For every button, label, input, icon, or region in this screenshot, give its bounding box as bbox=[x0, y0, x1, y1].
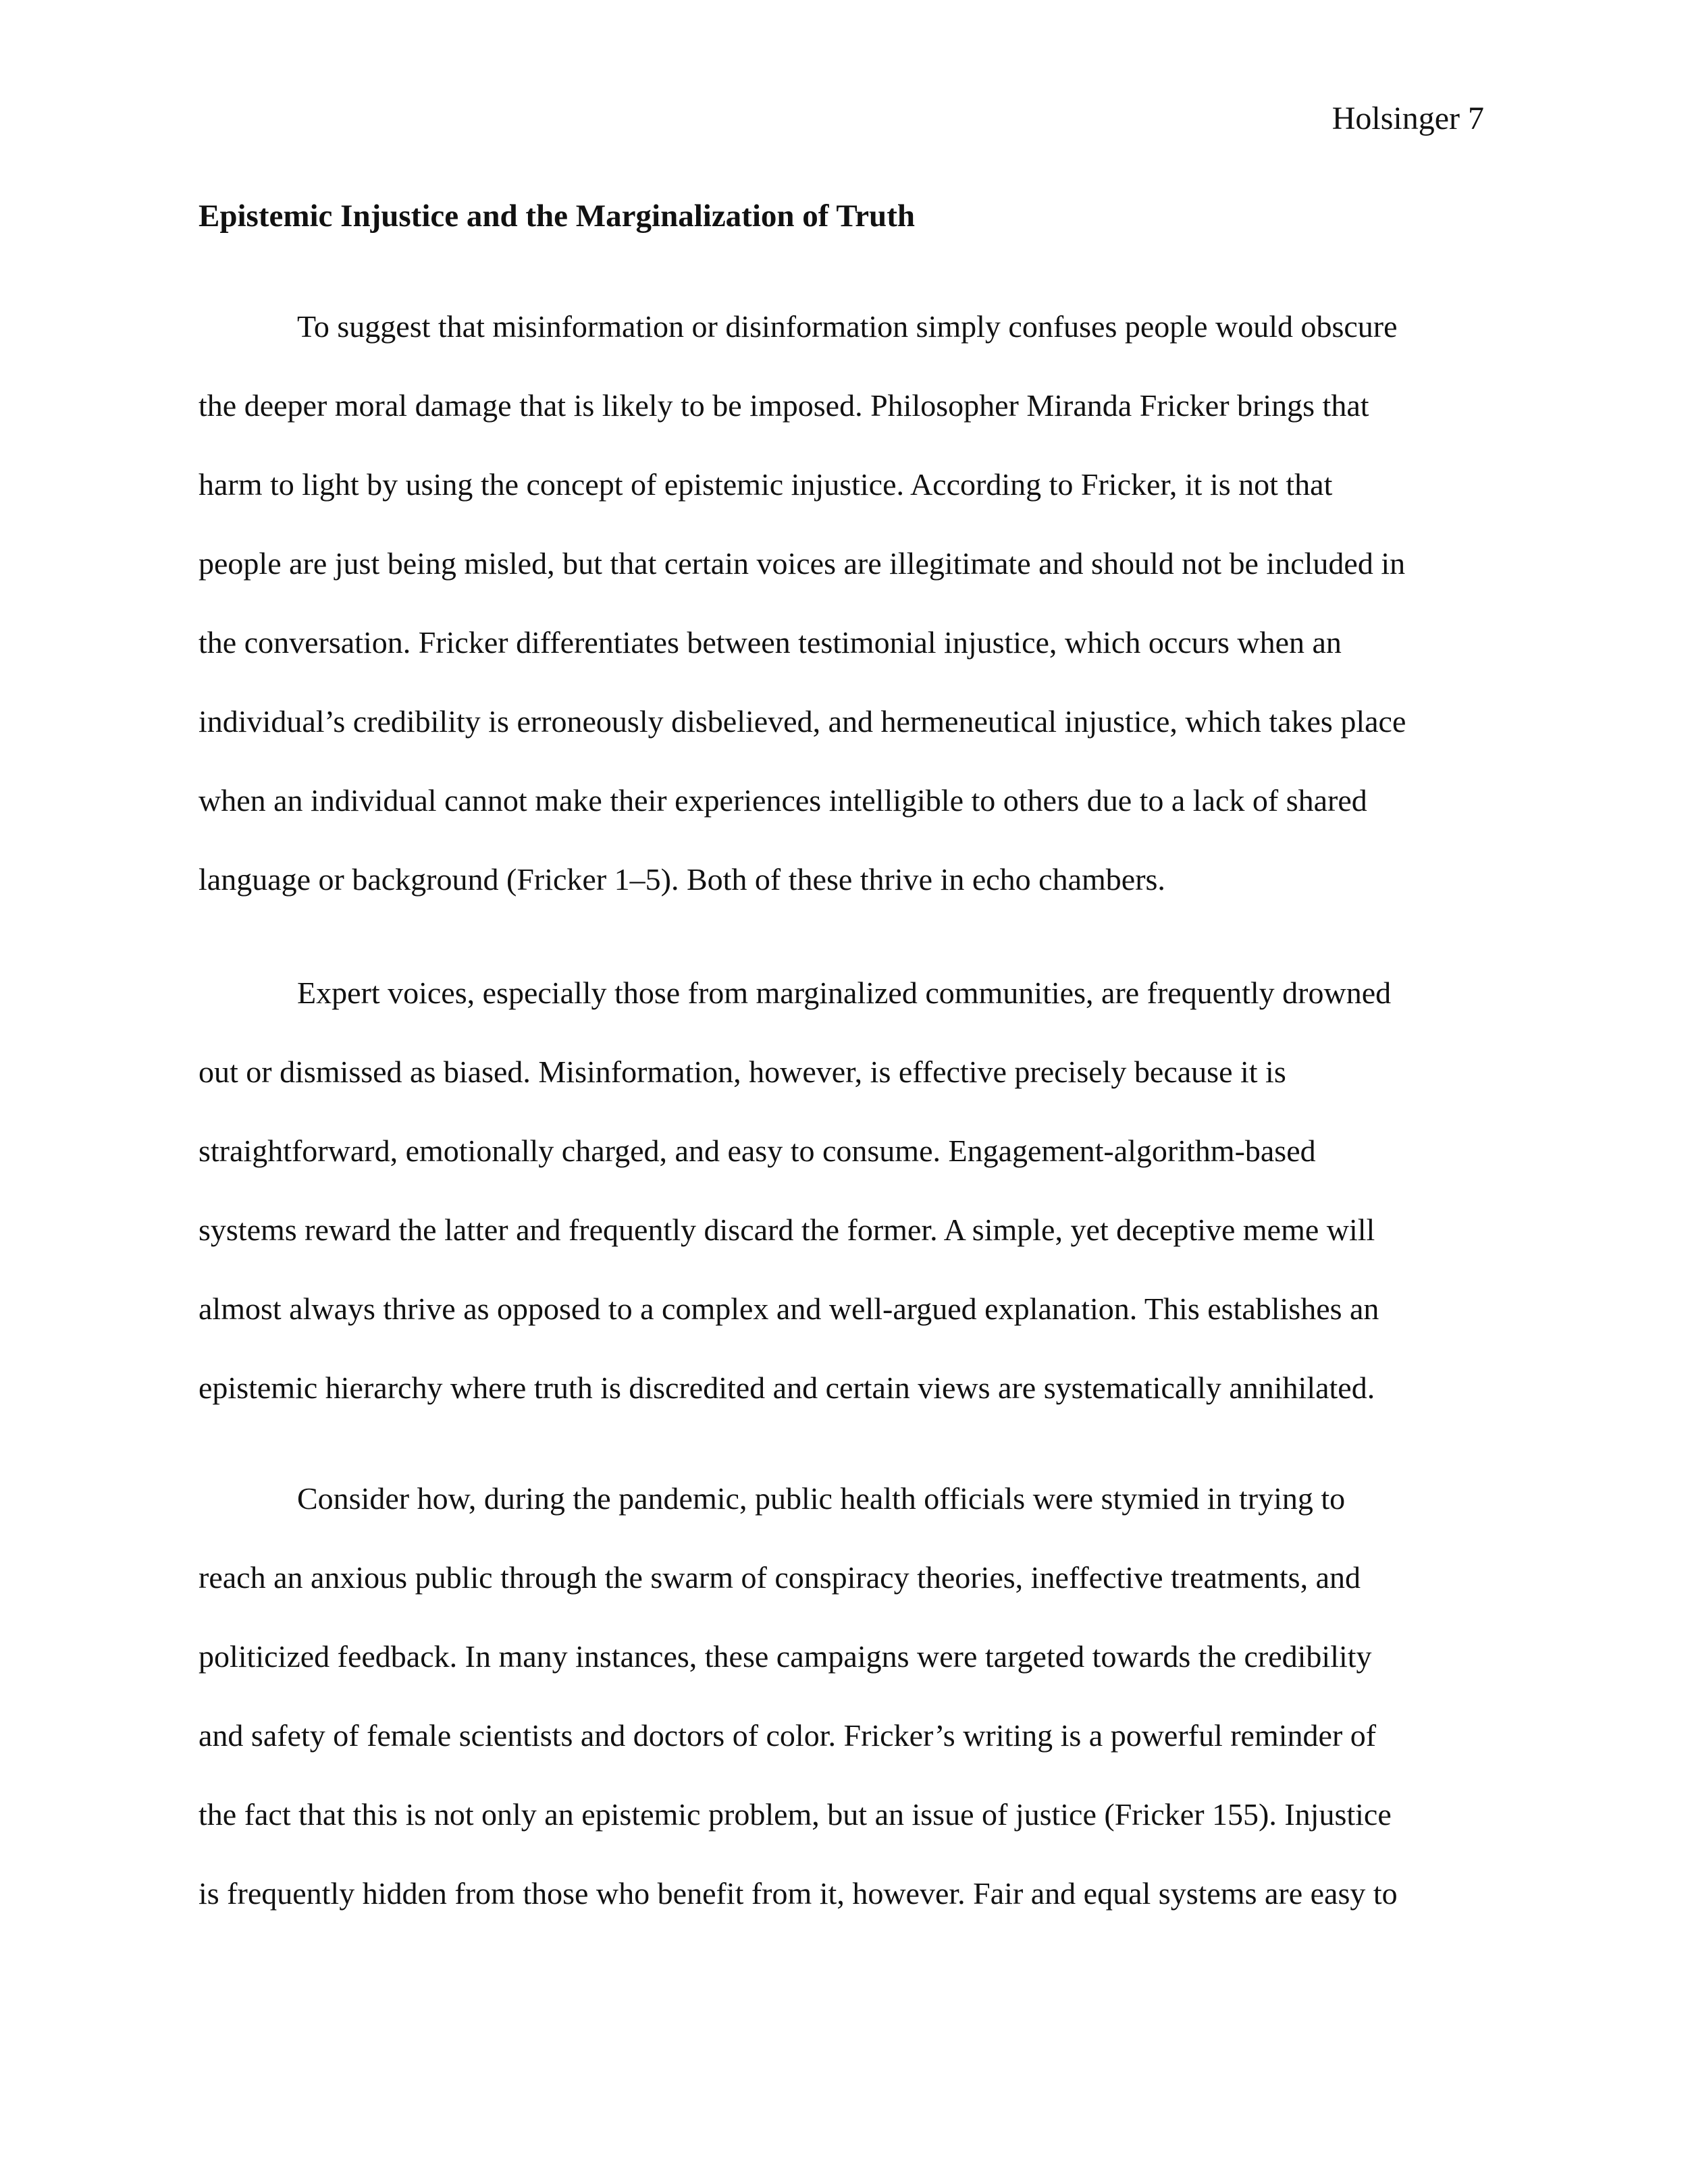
paragraph-line: politicized feedback. In many instances, these campaigns were targeted towards the credibility bbox=[199, 1639, 1372, 1674]
paragraph-line: and safety of female scientists and doctors of color. Fricker’s writing is a powerful reminder of bbox=[199, 1718, 1377, 1753]
paragraph-line: individual’s credibility is erroneously disbelieved, and hermeneutical injustice, which takes place bbox=[199, 704, 1406, 739]
paragraph-line: reach an anxious public through the swarm of conspiracy theories, ineffective treatments, and bbox=[199, 1560, 1361, 1595]
paragraph-line: is frequently hidden from those who benefit from it, however. Fair and equal systems are easy to bbox=[199, 1876, 1398, 1911]
paragraph-line: systems reward the latter and frequently discard the former. A simple, yet deceptive meme will bbox=[199, 1213, 1375, 1247]
paragraph-line: harm to light by using the concept of epistemic injustice. According to Fricker, it is not that bbox=[199, 467, 1333, 502]
paragraph-line: Consider how, during the pandemic, public health officials were stymied in trying to bbox=[297, 1481, 1346, 1516]
paragraph-line: To suggest that misinformation or disinformation simply confuses people would obscure bbox=[297, 309, 1398, 344]
paragraph-line: when an individual cannot make their experiences intelligible to others due to a lack of shared bbox=[199, 783, 1367, 818]
paragraph-line: Expert voices, especially those from marginalized communities, are frequently drowned bbox=[297, 976, 1392, 1010]
paragraph-line: straightforward, emotionally charged, and easy to consume. Engagement-algorithm-based bbox=[199, 1134, 1316, 1168]
paragraph-line: people are just being misled, but that certain voices are illegitimate and should not be included in bbox=[199, 546, 1406, 581]
paragraph-line: the fact that this is not only an epistemic problem, but an issue of justice (Fricker 155). Injustice bbox=[199, 1797, 1392, 1832]
section-title: Epistemic Injustice and the Marginalization of Truth bbox=[199, 198, 915, 234]
paragraph-line: out or dismissed as biased. Misinformation, however, is effective precisely because it is bbox=[199, 1055, 1286, 1089]
paragraph-line: epistemic hierarchy where truth is discredited and certain views are systematically annihilated. bbox=[199, 1370, 1375, 1405]
paragraph-line: almost always thrive as opposed to a complex and well-argued explanation. This establishes an bbox=[199, 1291, 1379, 1326]
paragraph-line: the conversation. Fricker differentiates between testimonial injustice, which occurs when an bbox=[199, 625, 1342, 660]
paragraph-line: language or background (Fricker 1–5). Both of these thrive in echo chambers. bbox=[199, 862, 1165, 897]
paragraph-line: the deeper moral damage that is likely to be imposed. Philosopher Miranda Fricker brings that bbox=[199, 388, 1369, 423]
running-head-page-number: Holsinger 7 bbox=[1331, 101, 1484, 136]
